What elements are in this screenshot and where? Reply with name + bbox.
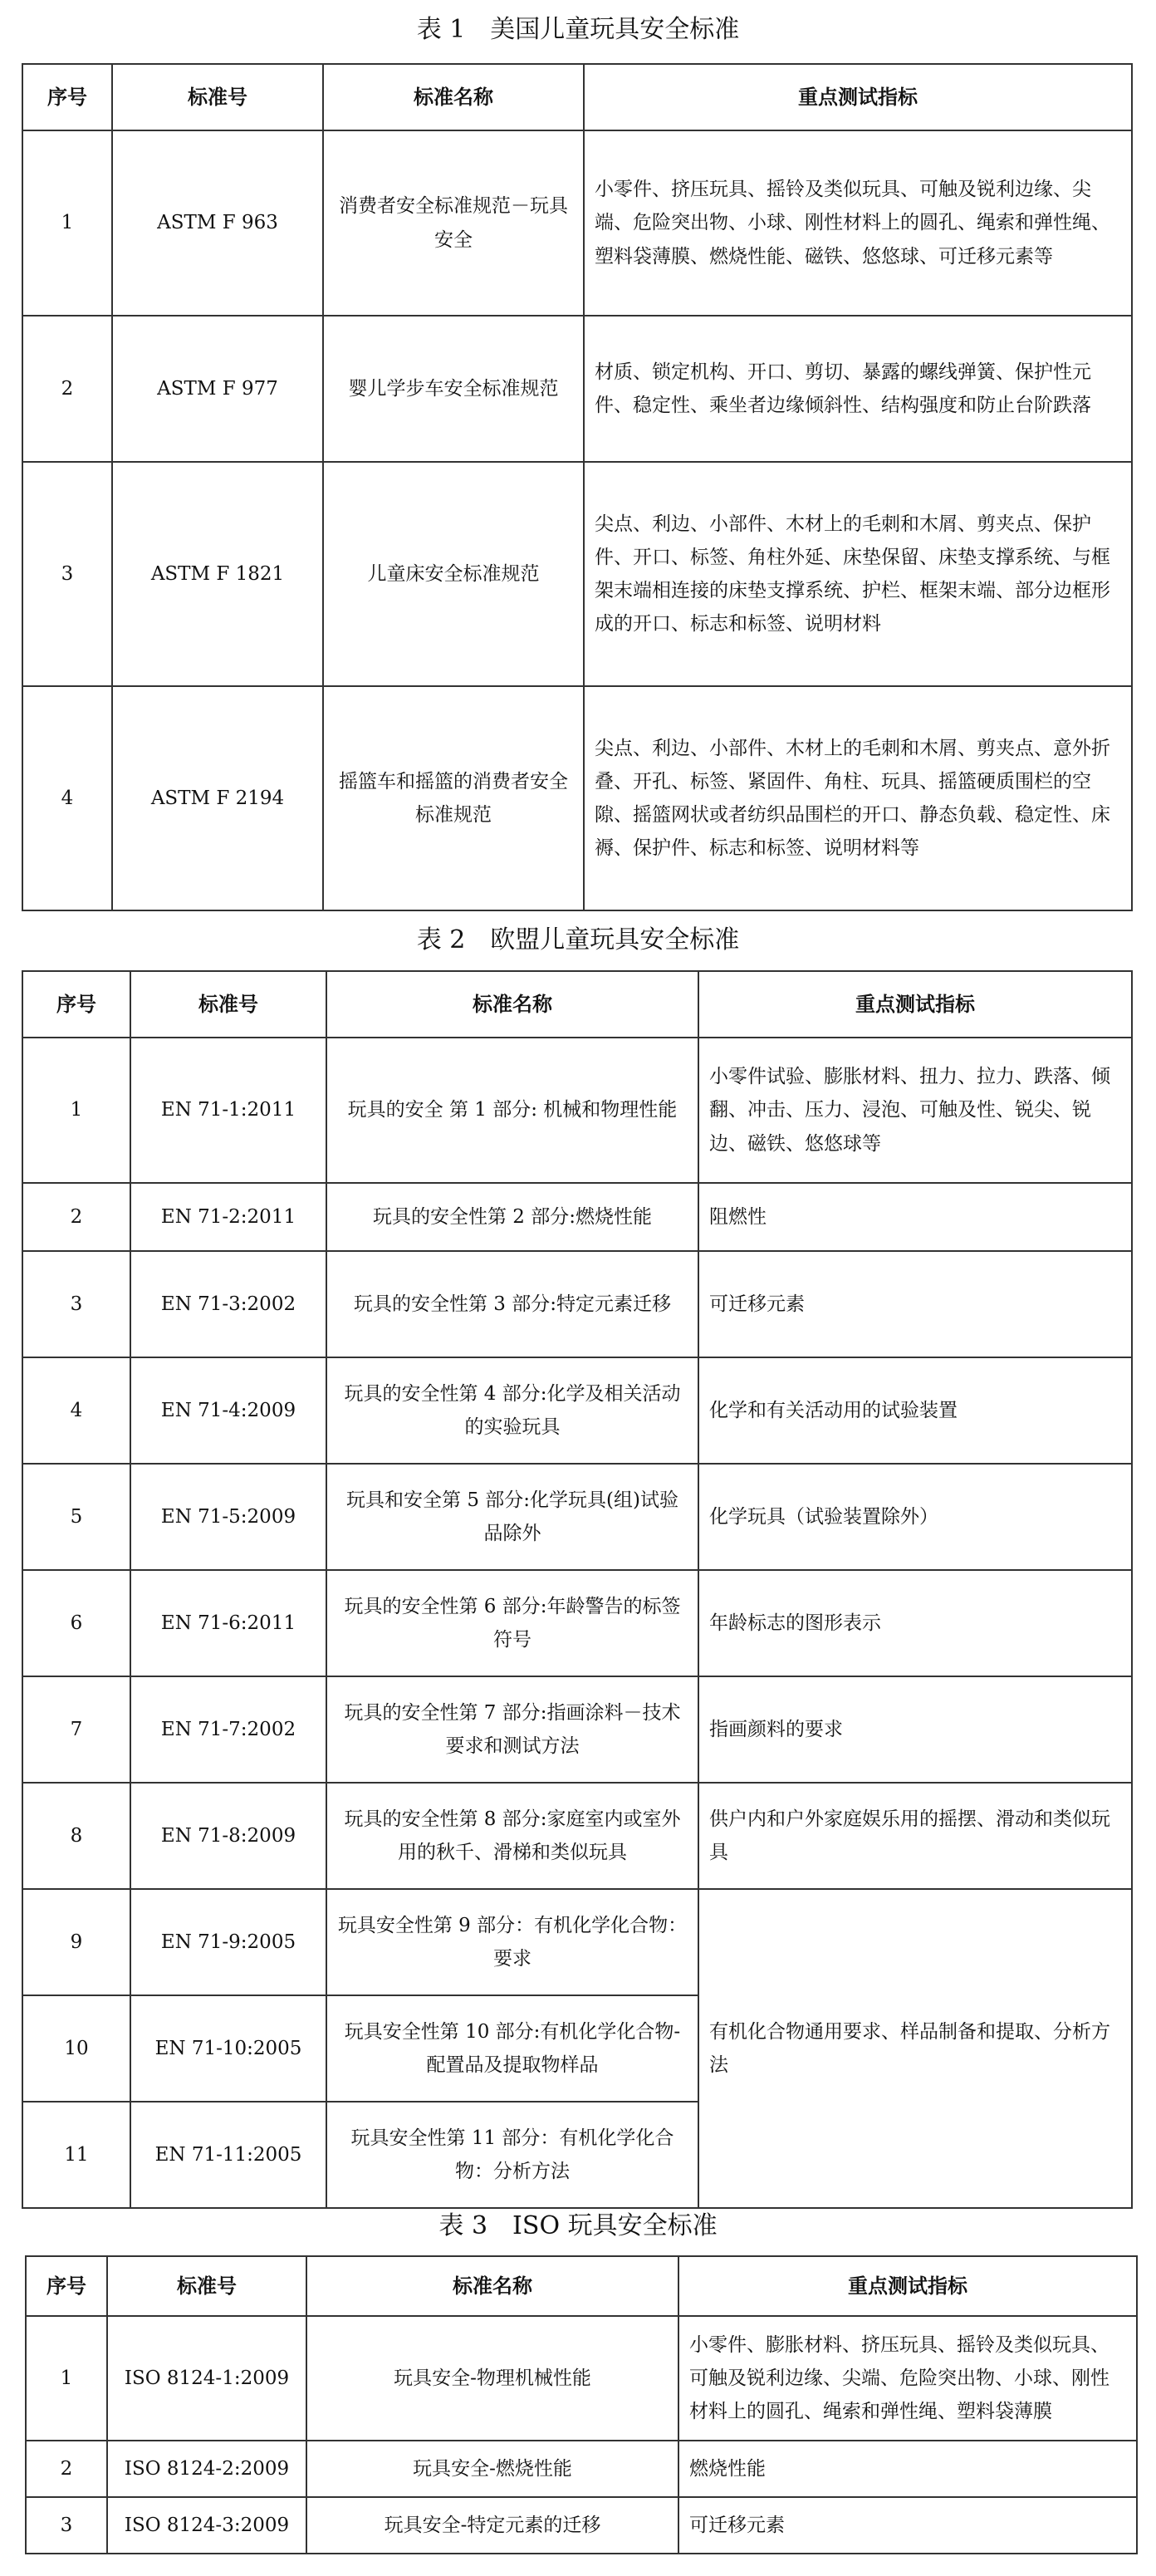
row-code: EN 71-6:2011 bbox=[130, 1570, 326, 1676]
table-row bbox=[26, 2316, 1137, 2441]
row-indicators: 尖点、利边、小部件、木材上的毛刺和木屑、剪夹点、保护件、开口、标签、角柱外延、床垫保留、床垫支撑系统、与框架末端相连接的床垫支撑系统、护栏、框架末端、部分边框形成的开口、标志和标签、说明材料 bbox=[584, 462, 1132, 686]
row-name: 玩具安全-燃烧性能 bbox=[306, 2441, 678, 2497]
row-indicators: 供户内和户外家庭娱乐用的摇摆、滑动和类似玩具 bbox=[698, 1783, 1132, 1889]
row-no: 3 bbox=[26, 2497, 107, 2554]
table-row bbox=[26, 2497, 1137, 2554]
table1 bbox=[22, 63, 1133, 911]
table1-title: 表 1 美国儿童玩具安全标准 bbox=[416, 15, 740, 44]
row-indicators: 可迁移元素 bbox=[678, 2497, 1137, 2554]
row-name: 玩具的安全 第 1 部分: 机械和物理性能 bbox=[326, 1038, 698, 1183]
row-name: 玩具的安全性第 6 部分:年龄警告的标签符号 bbox=[326, 1570, 698, 1676]
row-no: 2 bbox=[22, 316, 112, 462]
row-no: 7 bbox=[22, 1676, 130, 1783]
row-name: 玩具的安全性第 2 部分:燃烧性能 bbox=[326, 1183, 698, 1251]
table2 bbox=[22, 970, 1133, 2209]
row-name: 儿童床安全标准规范 bbox=[323, 462, 584, 686]
row-name: 玩具的安全性第 4 部分:化学及相关活动的实验玩具 bbox=[326, 1357, 698, 1464]
table-row bbox=[22, 1570, 1132, 1676]
row-name: 玩具安全性第 10 部分:有机化学化合物-配置品及提取物样品 bbox=[326, 1995, 698, 2102]
header-name: 标准名称 bbox=[306, 2256, 678, 2316]
row-code: EN 71-10:2005 bbox=[130, 1995, 326, 2102]
header-indicators: 重点测试指标 bbox=[698, 971, 1132, 1038]
row-no: 11 bbox=[22, 2102, 130, 2208]
row-name: 玩具和安全第 5 部分:化学玩具(组)试验品除外 bbox=[326, 1464, 698, 1570]
row-no: 1 bbox=[22, 130, 112, 316]
row-indicators: 化学和有关活动用的试验装置 bbox=[698, 1357, 1132, 1464]
table-row bbox=[22, 1251, 1132, 1357]
row-no: 1 bbox=[22, 1038, 130, 1183]
row-code: EN 71-4:2009 bbox=[130, 1357, 326, 1464]
row-code: EN 71-7:2002 bbox=[130, 1676, 326, 1783]
row-name: 婴儿学步车安全标准规范 bbox=[323, 316, 584, 462]
row-indicators: 小零件试验、膨胀材料、扭力、拉力、跌落、倾翻、冲击、压力、浸泡、可触及性、锐尖、锐边、磁铁、悠悠球等 bbox=[698, 1038, 1132, 1183]
table3-title: 表 3 ISO 玩具安全标准 bbox=[438, 2211, 718, 2240]
row-name: 玩具的安全性第 3 部分:特定元素迁移 bbox=[326, 1251, 698, 1357]
table-header-row bbox=[22, 971, 1132, 1038]
row-name: 玩具安全-特定元素的迁移 bbox=[306, 2497, 678, 2554]
row-indicators: 可迁移元素 bbox=[698, 1251, 1132, 1357]
table-header-row bbox=[22, 64, 1132, 130]
row-indicators: 年龄标志的图形表示 bbox=[698, 1570, 1132, 1676]
table-row bbox=[22, 316, 1132, 462]
row-name: 玩具的安全性第 7 部分:指画涂料－技术要求和测试方法 bbox=[326, 1676, 698, 1783]
table-row bbox=[22, 1464, 1132, 1570]
table-row bbox=[22, 1038, 1132, 1183]
row-no: 10 bbox=[22, 1995, 130, 2102]
row-indicators: 小零件、挤压玩具、摇铃及类似玩具、可触及锐利边缘、尖端、危险突出物、小球、刚性材料上的圆孔、绳索和弹性绳、塑料袋薄膜、燃烧性能、磁铁、悠悠球、可迁移元素等 bbox=[584, 130, 1132, 316]
row-indicators: 尖点、利边、小部件、木材上的毛刺和木屑、剪夹点、意外折叠、开孔、标签、紧固件、角柱、玩具、摇篮硬质围栏的空隙、摇篮网状或者纺织品围栏的开口、静态负载、稳定性、床褥、保护件、标志和标签、说明材料等 bbox=[584, 686, 1132, 910]
row-indicators: 小零件、膨胀材料、挤压玩具、摇铃及类似玩具、可触及锐利边缘、尖端、危险突出物、小球、刚性材料上的圆孔、绳索和弹性绳、塑料袋薄膜 bbox=[678, 2316, 1137, 2441]
row-indicators: 阻燃性 bbox=[698, 1183, 1132, 1251]
row-code: ASTM F 963 bbox=[112, 130, 323, 316]
row-name: 消费者安全标准规范－玩具安全 bbox=[323, 130, 584, 316]
row-no: 3 bbox=[22, 1251, 130, 1357]
table-header-row bbox=[26, 2256, 1137, 2316]
row-indicators: 材质、锁定机构、开口、剪切、暴露的螺线弹簧、保护性元件、稳定性、乘坐者边缘倾斜性、结构强度和防止台阶跌落 bbox=[584, 316, 1132, 462]
row-no: 4 bbox=[22, 686, 112, 910]
row-code: ISO 8124-2:2009 bbox=[107, 2441, 306, 2497]
table-row bbox=[22, 1357, 1132, 1464]
row-code: ISO 8124-1:2009 bbox=[107, 2316, 306, 2441]
row-code: ASTM F 1821 bbox=[112, 462, 323, 686]
header-name: 标准名称 bbox=[323, 64, 584, 130]
row-no: 3 bbox=[22, 462, 112, 686]
row-code: EN 71-8:2009 bbox=[130, 1783, 326, 1889]
table-row bbox=[22, 686, 1132, 910]
header-code: 标准号 bbox=[112, 64, 323, 130]
header-no: 序号 bbox=[22, 64, 112, 130]
header-code: 标准号 bbox=[107, 2256, 306, 2316]
row-no: 4 bbox=[22, 1357, 130, 1464]
row-code: ASTM F 2194 bbox=[112, 686, 323, 910]
row-no: 6 bbox=[22, 1570, 130, 1676]
table2-title: 表 2 欧盟儿童玩具安全标准 bbox=[416, 925, 740, 954]
row-no: 8 bbox=[22, 1783, 130, 1889]
row-no: 2 bbox=[26, 2441, 107, 2497]
row-code: EN 71-11:2005 bbox=[130, 2102, 326, 2208]
header-no: 序号 bbox=[26, 2256, 107, 2316]
row-name: 玩具安全-物理机械性能 bbox=[306, 2316, 678, 2441]
header-no: 序号 bbox=[22, 971, 130, 1038]
row-no: 2 bbox=[22, 1183, 130, 1251]
header-name: 标准名称 bbox=[326, 971, 698, 1038]
row-code: ASTM F 977 bbox=[112, 316, 323, 462]
table-row bbox=[22, 130, 1132, 316]
row-no: 1 bbox=[26, 2316, 107, 2441]
table3 bbox=[25, 2255, 1138, 2554]
row-code: EN 71-3:2002 bbox=[130, 1251, 326, 1357]
table-row bbox=[22, 1783, 1132, 1889]
row-name: 玩具的安全性第 8 部分:家庭室内或室外用的秋千、滑梯和类似玩具 bbox=[326, 1783, 698, 1889]
row-code: EN 71-5:2009 bbox=[130, 1464, 326, 1570]
row-code: EN 71-1:2011 bbox=[130, 1038, 326, 1183]
header-indicators: 重点测试指标 bbox=[584, 64, 1132, 130]
row-indicators: 化学玩具（试验装置除外） bbox=[698, 1464, 1132, 1570]
row-code: ISO 8124-3:2009 bbox=[107, 2497, 306, 2554]
row-name: 摇篮车和摇篮的消费者安全标准规范 bbox=[323, 686, 584, 910]
row-no: 9 bbox=[22, 1889, 130, 1995]
row-indicators: 燃烧性能 bbox=[678, 2441, 1137, 2497]
table-row bbox=[22, 1676, 1132, 1783]
row-code: EN 71-9:2005 bbox=[130, 1889, 326, 1995]
row-indicators: 指画颜料的要求 bbox=[698, 1676, 1132, 1783]
table-row bbox=[26, 2441, 1137, 2497]
row-indicators-merged: 有机化合物通用要求、样品制备和提取、分析方法 bbox=[698, 1889, 1132, 2208]
table-row bbox=[22, 1183, 1132, 1251]
table-row bbox=[22, 1889, 1132, 1995]
row-code: EN 71-2:2011 bbox=[130, 1183, 326, 1251]
row-no: 5 bbox=[22, 1464, 130, 1570]
table-row bbox=[22, 462, 1132, 686]
row-name: 玩具安全性第 11 部分：有机化学化合物：分析方法 bbox=[326, 2102, 698, 2208]
header-code: 标准号 bbox=[130, 971, 326, 1038]
row-name: 玩具安全性第 9 部分：有机化学化合物：要求 bbox=[326, 1889, 698, 1995]
header-indicators: 重点测试指标 bbox=[678, 2256, 1137, 2316]
